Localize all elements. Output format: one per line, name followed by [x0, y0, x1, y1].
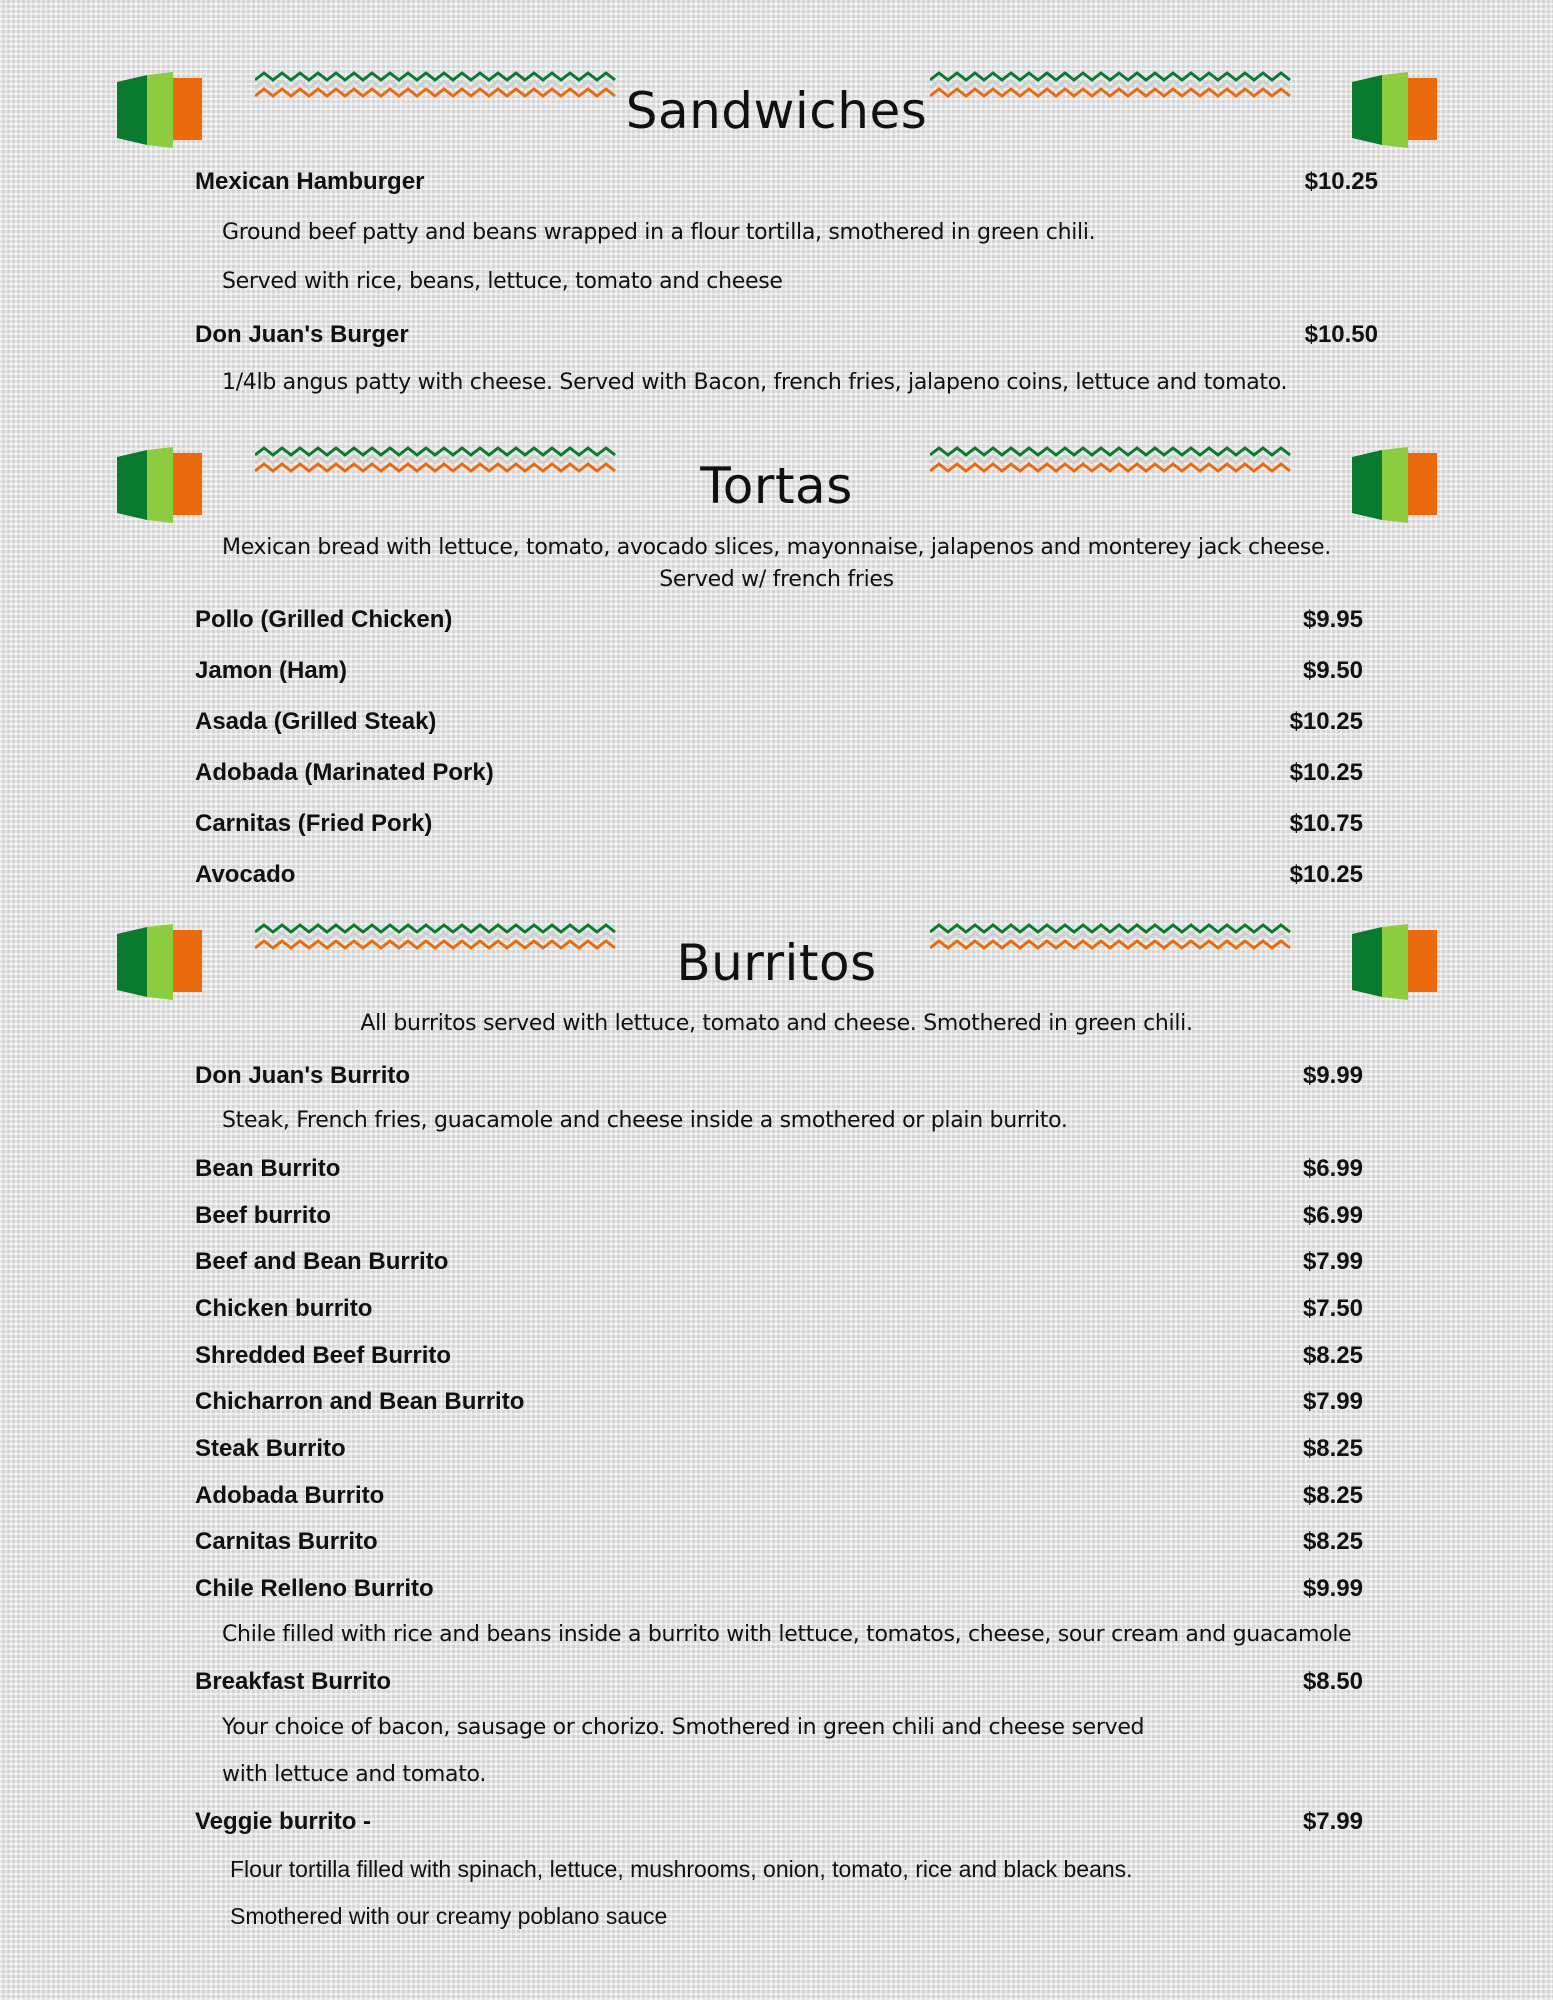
menu-item-name: Beef burrito — [195, 1202, 332, 1229]
menu-item-name: Bean Burrito — [195, 1155, 341, 1182]
menu-item-price: $6.99 — [1302, 1202, 1363, 1229]
menu-item-name: Beef and Bean Burrito — [195, 1248, 449, 1275]
menu-item-price: $7.50 — [1302, 1295, 1363, 1322]
menu-item-description: 1/4lb angus patty with cheese. Served with Bacon, french fries, jalapeno coins, lettuce and tomato. — [222, 370, 1288, 395]
menu-item-name: Shredded Beef Burrito — [195, 1342, 452, 1369]
zigzag-line — [255, 925, 615, 932]
zigzag-line — [930, 456, 1290, 463]
mexican-flag-icon — [1352, 445, 1437, 525]
zigzag-line — [255, 73, 615, 80]
menu-item-price: $9.99 — [1302, 1062, 1363, 1089]
menu-item-name: Avocado — [195, 861, 296, 888]
menu-item-name: Veggie burrito - — [195, 1808, 372, 1835]
section-intro: All burritos served with lettuce, tomato and cheese. Smothered in green chili. — [360, 1011, 1193, 1036]
menu-item-description: Chile filled with rice and beans inside a burrito with lettuce, tomatos, cheese, sour cream and guacamole — [222, 1622, 1352, 1647]
zigzag-line — [930, 81, 1290, 88]
section-intro: Mexican bread with lettuce, tomato, avocado slices, mayonnaise, jalapenos and monterey jack cheese. — [222, 535, 1331, 560]
menu-item-price: $10.25 — [1304, 168, 1378, 195]
menu-item-name: Pollo (Grilled Chicken) — [195, 606, 453, 633]
menu-item-description: Your choice of bacon, sausage or chorizo. Smothered in green chili and cheese served — [222, 1715, 1145, 1740]
menu-item-name: Breakfast Burrito — [195, 1668, 392, 1695]
burritos-header — [0, 922, 1553, 1022]
mexican-flag-icon — [1352, 922, 1437, 1002]
menu-item-price: $10.25 — [1289, 861, 1363, 888]
menu-item-name: Carnitas Burrito — [195, 1528, 378, 1555]
menu-item-name: Carnitas (Fried Pork) — [195, 810, 433, 837]
menu-item-name: Asada (Grilled Steak) — [195, 708, 437, 735]
menu-item-price: $7.99 — [1302, 1388, 1363, 1415]
menu-item-description: Smothered with our creamy poblano sauce — [230, 1903, 668, 1929]
menu-item-price: $10.75 — [1289, 810, 1363, 837]
menu-item-price: $8.50 — [1302, 1668, 1363, 1695]
menu-item-name: Steak Burrito — [195, 1435, 346, 1462]
menu-item-price: $9.95 — [1302, 606, 1363, 633]
menu-item-price: $7.99 — [1302, 1808, 1363, 1835]
menu-item-name: Chicharron and Bean Burrito — [195, 1388, 525, 1415]
menu-item-name: Don Juan's Burrito — [195, 1062, 411, 1089]
menu-item-description: with lettuce and tomato. — [222, 1762, 487, 1787]
zigzag-border — [930, 922, 1295, 958]
menu-item-price: $9.99 — [1302, 1575, 1363, 1602]
menu-item-price: $8.25 — [1302, 1528, 1363, 1555]
zigzag-line — [930, 941, 1290, 948]
menu-item-name: Mexican Hamburger — [195, 168, 425, 195]
zigzag-line — [930, 89, 1290, 96]
mexican-flag-icon — [1352, 70, 1437, 150]
menu-item-name: Adobada (Marinated Pork) — [195, 759, 494, 786]
section-intro: Served w/ french fries — [659, 567, 894, 592]
menu-item-description: Served with rice, beans, lettuce, tomato and cheese — [222, 269, 783, 294]
menu-item-name: Don Juan's Burger — [195, 321, 409, 348]
menu-item-price: $9.50 — [1302, 657, 1363, 684]
menu-item-price: $6.99 — [1302, 1155, 1363, 1182]
menu-item-description: Flour tortilla filled with spinach, lettuce, mushrooms, onion, tomato, rice and black beans. — [230, 1856, 1133, 1882]
menu-item-description: Steak, French fries, guacamole and cheese inside a smothered or plain burrito. — [222, 1108, 1068, 1133]
section-title: Tortas — [700, 457, 853, 515]
zigzag-line — [930, 925, 1290, 932]
menu-item-price: $8.25 — [1302, 1342, 1363, 1369]
menu-item-price: $8.25 — [1302, 1482, 1363, 1509]
section-title: Burritos — [676, 934, 877, 992]
menu-item-name: Jamon (Ham) — [195, 657, 348, 684]
zigzag-line — [930, 464, 1290, 471]
zigzag-line — [255, 448, 615, 455]
zigzag-border — [930, 70, 1295, 106]
zigzag-line — [930, 933, 1290, 940]
menu-item-price: $10.50 — [1304, 321, 1378, 348]
menu-item-name: Adobada Burrito — [195, 1482, 385, 1509]
zigzag-line — [930, 73, 1290, 80]
menu-item-price: $10.25 — [1289, 759, 1363, 786]
menu-item-name: Chicken burrito — [195, 1295, 373, 1322]
menu-item-price: $8.25 — [1302, 1435, 1363, 1462]
tortas-header — [0, 445, 1553, 545]
menu-item-price: $10.25 — [1289, 708, 1363, 735]
menu-item-name: Chile Relleno Burrito — [195, 1575, 434, 1602]
menu-item-price: $7.99 — [1302, 1248, 1363, 1275]
zigzag-border — [930, 445, 1295, 481]
sandwiches-header — [0, 70, 1553, 170]
menu-item-description: Ground beef patty and beans wrapped in a flour tortilla, smothered in green chili. — [222, 220, 1096, 245]
section-title: Sandwiches — [625, 82, 928, 140]
zigzag-line — [930, 448, 1290, 455]
